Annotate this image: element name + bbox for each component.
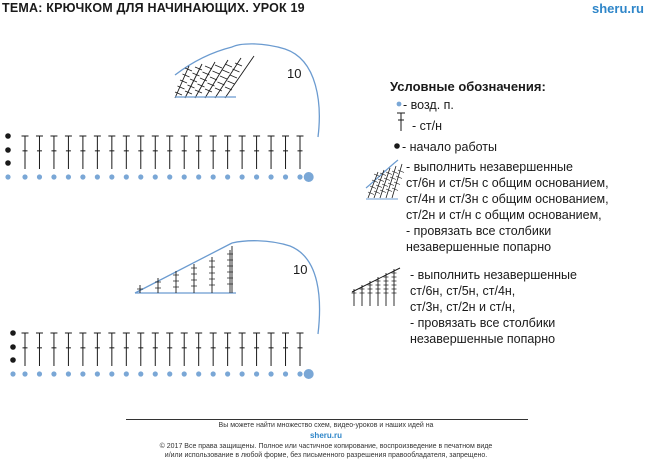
dc-stitch-symbol	[36, 136, 43, 169]
cluster-hatch	[392, 171, 398, 174]
dc-stitch-symbol	[253, 136, 260, 169]
chain-stitch-dot	[196, 371, 201, 376]
dc-stitch-symbol	[253, 333, 260, 366]
dc-stitch-symbol	[224, 136, 231, 169]
chain-stitch-dot	[124, 174, 129, 179]
legend-chain-label: - возд. п.	[403, 98, 454, 112]
cluster-hatch	[195, 67, 202, 70]
chain-arc-inner	[175, 47, 232, 75]
chain-arc	[232, 44, 319, 137]
dc-stitch-symbol	[181, 136, 188, 169]
legend-cluster-line: ст/2н и ст/н с общим основанием,	[406, 208, 602, 222]
legend-dc-label: - ст/н	[412, 119, 442, 133]
legend-cluster-line: - провязать все столбики	[406, 224, 552, 238]
cluster-hatch	[233, 69, 240, 72]
chain-stitch-dot	[66, 174, 71, 179]
chain-stitch-dot	[211, 371, 216, 376]
chain-stitch-dot	[283, 174, 288, 179]
chain-stitch-dot	[51, 174, 56, 179]
footer-note: Вы можете найти множество схем, видео-уроков и наших идей на	[218, 422, 434, 429]
dc-stitch-symbol	[297, 136, 304, 169]
chain-stitch-dot	[397, 102, 402, 107]
legend-dc-icon	[397, 113, 405, 131]
start-dot	[5, 133, 11, 139]
cluster-hatch	[384, 178, 390, 181]
cluster-hatch	[220, 76, 227, 79]
chain-stitch-dot	[124, 371, 129, 376]
dc-stitch-symbol	[79, 333, 86, 366]
chain-stitch-dot	[5, 174, 10, 179]
dc-stitch-symbol	[108, 333, 115, 366]
fan-diagonal	[352, 268, 400, 292]
cluster-hatch	[388, 183, 394, 186]
dc-stitch-symbol	[239, 136, 246, 169]
dc-stitch-symbol	[79, 136, 86, 169]
dc-stitch-symbol	[268, 333, 275, 366]
cluster-hatch	[386, 172, 392, 175]
chain-stitch-dot	[22, 371, 27, 376]
dc-stitch-symbol	[50, 333, 57, 366]
chain-stitch-dot	[138, 174, 143, 179]
chain-stitch-dot	[109, 371, 114, 376]
dc-stitch-symbol	[282, 136, 289, 169]
chain-stitch-dot	[109, 174, 114, 179]
cluster-hatch	[178, 86, 185, 89]
chain-stitch-dot	[95, 174, 100, 179]
legend-cluster-line: - выполнить незавершенные	[406, 160, 573, 174]
dc-stitch-symbol	[50, 136, 57, 169]
start-dot	[10, 344, 16, 350]
chain-stitch-dot	[51, 371, 56, 376]
dc-stitch-symbol	[297, 333, 304, 366]
chain-stitch-dot	[182, 174, 187, 179]
start-chain-large-dot	[304, 172, 314, 182]
cluster-hatch	[228, 81, 235, 84]
start-dot	[394, 143, 400, 149]
footer-copyright: и/или использование в любой форме, без письменного разрешения правообладателя, запрещено.	[164, 452, 488, 459]
dc-stitch-symbol	[36, 333, 43, 366]
cluster-hatch	[396, 176, 402, 179]
dc-stitch-symbol	[123, 333, 130, 366]
chain-stitch-dot	[240, 174, 245, 179]
diagram-2	[10, 241, 319, 379]
footer-divider	[126, 419, 528, 420]
dc-stitch-symbol	[137, 136, 144, 169]
dc-stitch-symbol	[123, 136, 130, 169]
cluster-hatch	[374, 191, 380, 194]
chain-stitch-dot	[254, 371, 259, 376]
dc-stitch-symbol	[181, 333, 188, 366]
cluster-hatch	[370, 186, 376, 189]
legend-cluster-line: ст/6н и ст/5н с общим основанием,	[406, 176, 609, 190]
diagram-1-row-label: 10	[287, 66, 302, 81]
dc-stitch-symbol	[195, 333, 202, 366]
footer-site-link[interactable]: sheru.ru	[309, 431, 342, 440]
chain-stitch-dot	[153, 371, 158, 376]
cluster-hatch	[213, 71, 220, 74]
dc-stitch-symbol	[152, 333, 159, 366]
legend-cluster-line: ст/4н и ст/3н с общим основанием,	[406, 192, 609, 206]
dc-stitch-symbol	[239, 333, 246, 366]
diagram-2-row-label: 10	[293, 262, 308, 277]
chain-stitch-dot	[211, 174, 216, 179]
cluster-hatch	[180, 80, 187, 83]
dc-stitch-symbol	[166, 333, 173, 366]
chain-stitch-dot	[167, 174, 172, 179]
legend-fan-line: - выполнить незавершенные	[410, 268, 577, 282]
chain-arc	[232, 241, 320, 334]
dc-stitch-symbol	[22, 333, 29, 366]
cluster-hatch	[218, 82, 225, 85]
dc-stitch-symbol	[22, 136, 29, 169]
cluster-hatch	[368, 192, 374, 195]
footer-copyright: © 2017 Все права защищены. Полное или частичное копирование, воспроизведение в печатном виде	[159, 443, 493, 450]
chain-stitch-dot	[225, 371, 230, 376]
chain-stitch-dot	[10, 371, 15, 376]
cluster-stitch-line	[392, 164, 402, 198]
dc-stitch-symbol	[166, 136, 173, 169]
legend-fan-line: ст/3н, ст/2н и ст/н,	[410, 300, 516, 314]
chain-stitch-dot	[37, 371, 42, 376]
cluster-hatch	[205, 66, 212, 69]
cluster-hatch	[225, 87, 232, 90]
brand-logo[interactable]: sheru.ru	[591, 1, 644, 16]
dc-stitch-symbol	[282, 333, 289, 366]
chain-stitch-dot	[138, 371, 143, 376]
dc-stitch-symbol	[210, 136, 217, 169]
cluster-hatch	[210, 77, 217, 80]
dc-stitch-symbol	[94, 136, 101, 169]
page-title: ТЕМА: КРЮЧКОМ ДЛЯ НАЧИНАЮЩИХ. УРОК 19	[2, 1, 305, 15]
start-chain-large-dot	[304, 369, 314, 379]
chain-stitch-dot	[297, 371, 302, 376]
cluster-hatch	[390, 177, 396, 180]
chain-stitch-dot	[268, 174, 273, 179]
chain-stitch-dot	[37, 174, 42, 179]
chain-stitch-dot	[153, 174, 158, 179]
legend-fan-line: незавершенные попарно	[410, 332, 556, 346]
chain-stitch-dot	[22, 174, 27, 179]
cluster-hatch	[382, 184, 388, 187]
chain-stitch-dot	[297, 174, 302, 179]
chain-stitch-dot	[80, 174, 85, 179]
legend-start-label: - начало работы	[402, 140, 497, 154]
cluster-hatch	[183, 74, 190, 77]
chain-stitch-dot	[196, 174, 201, 179]
chain-stitch-dot	[240, 371, 245, 376]
start-dot	[5, 147, 11, 153]
chain-stitch-dot	[254, 174, 259, 179]
chain-arc-inner	[135, 243, 232, 293]
legend-cluster-icon	[366, 160, 404, 199]
dc-stitch-symbol	[108, 136, 115, 169]
legend-fan-icon	[352, 268, 401, 306]
cluster-hatch	[230, 75, 237, 78]
dc-stitch-symbol	[65, 136, 72, 169]
chain-stitch-dot	[95, 371, 100, 376]
legend-heading: Условные обозначения:	[390, 79, 546, 94]
dc-stitch-symbol	[65, 333, 72, 366]
cluster-hatch	[376, 185, 382, 188]
chain-stitch-dot	[225, 174, 230, 179]
cluster-hatch	[223, 70, 230, 73]
cluster-hatch	[398, 170, 404, 173]
start-dot	[10, 330, 16, 336]
legend-fan-line: ст/6н, ст/5н, ст/4н,	[410, 284, 516, 298]
cluster-stitch-line	[225, 56, 254, 98]
cluster-hatch	[215, 65, 222, 68]
start-dot	[5, 160, 11, 166]
legend-fan-line: - провязать все столбики	[410, 316, 556, 330]
dc-stitch-symbol	[94, 333, 101, 366]
chain-stitch-dot	[283, 371, 288, 376]
chain-stitch-dot	[66, 371, 71, 376]
chain-stitch-dot	[182, 371, 187, 376]
dc-stitch-symbol	[152, 136, 159, 169]
chain-stitch-dot	[167, 371, 172, 376]
legend-cluster-line: незавершенные попарно	[406, 240, 552, 254]
chain-stitch-dot	[268, 371, 273, 376]
cluster-hatch	[185, 68, 192, 71]
cluster-hatch	[380, 190, 386, 193]
diagram-1	[5, 44, 319, 182]
dc-stitch-symbol	[268, 136, 275, 169]
dc-stitch-symbol	[137, 333, 144, 366]
dc-stitch-symbol	[224, 333, 231, 366]
start-dot	[10, 357, 16, 363]
dc-stitch-symbol	[210, 333, 217, 366]
cluster-hatch	[225, 64, 232, 67]
dc-stitch-symbol	[195, 136, 202, 169]
legend-icons	[352, 102, 406, 306]
chain-stitch-dot	[80, 371, 85, 376]
